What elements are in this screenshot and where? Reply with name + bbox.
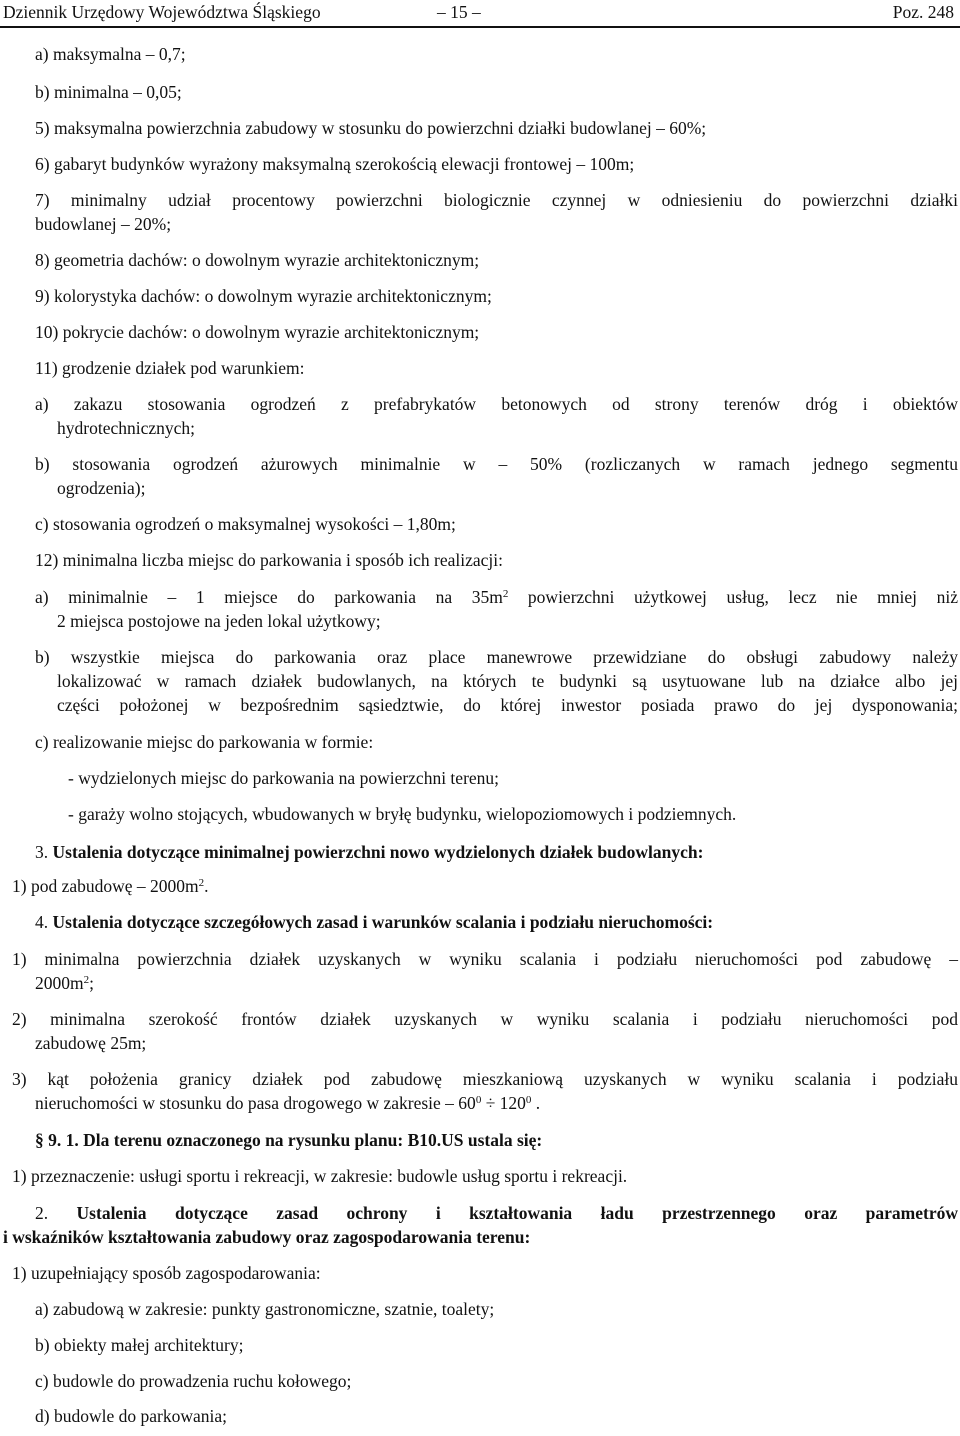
section-number: 2.: [35, 1203, 77, 1223]
text-line: [35, 1333, 243, 1357]
text-line: [35, 320, 479, 344]
section-heading: Ustalenia dotyczące minimalnej powierzchni nowo wydzielonych działek budowlanych:: [52, 842, 704, 862]
text-line: [35, 80, 182, 104]
text-line: [35, 152, 634, 176]
text-line: [35, 1369, 351, 1393]
line-text: - garaży wolno stojących, wbudowanych w bryłę budynku, wielopoziomowych i podziemnych.: [68, 804, 737, 824]
superscript: 2: [83, 973, 90, 986]
text-line: [35, 645, 958, 669]
line-text: nieruchomości w stosunku do pasa drogowego w zakresie – 60: [35, 1093, 476, 1113]
line-text: 1) uzupełniający sposób zagospodarowania:: [12, 1263, 321, 1283]
superscript: 2: [502, 587, 509, 600]
text-line: [35, 548, 503, 572]
text-line: [35, 248, 479, 272]
text-line: [35, 356, 305, 380]
text-line: [35, 452, 958, 476]
line-text: 1) pod zabudowę – 2000m: [12, 876, 199, 896]
text-line: [35, 284, 492, 308]
line-text: c) realizowanie miejsc do parkowania w formie:: [35, 732, 374, 752]
text-line: [35, 1128, 542, 1152]
page-number: – 15 –: [437, 2, 481, 22]
line-text: 3) kąt położenia granicy działek pod zabudowę mieszkaniową uzyskanych w wyniku scalania i podziału: [12, 1069, 958, 1089]
line-text: 5) maksymalna powierzchnia zabudowy w stosunku do powierzchni działki budowlanej – 60%;: [35, 118, 707, 138]
superscript: 0: [475, 1093, 482, 1106]
section-number: 4.: [35, 912, 53, 932]
line-text: b) stosowania ogrodzeń ażurowych minimalnie w – 50% (rozliczanych w ramach jednego segmentu: [35, 454, 958, 474]
line-text: części położonej w bezpośrednim sąsiedztwie, do której inwestor posiada prawo do jej dysponowania;: [57, 695, 958, 715]
line-text: 2) minimalna szerokość frontów działek uzyskanych w wyniku scalania i podziału nieruchomości pod: [12, 1009, 958, 1029]
text-line: [35, 910, 713, 934]
text-line: [35, 42, 186, 66]
text-line: [35, 188, 958, 212]
line-text: budowlanej – 20%;: [35, 214, 172, 234]
text-line: [12, 1164, 627, 1188]
line-text: 11) grodzenie działek pod warunkiem:: [35, 358, 305, 378]
line-text: ogrodzenia);: [57, 478, 146, 498]
text-line: [35, 1201, 958, 1225]
line-text: b) wszystkie miejsca do parkowania oraz place manewrowe przewidziane do obsługi zabudowy należy: [35, 647, 958, 667]
text-line: [12, 1067, 958, 1091]
line-text: hydrotechnicznych;: [57, 418, 196, 438]
text-line: [35, 840, 703, 864]
line-text: 12) minimalna liczba miejsc do parkowania i sposób ich realizacji:: [35, 550, 503, 570]
line-text: 1) przeznaczenie: usługi sportu i rekreacji, w zakresie: budowle usług sportu i rekreacji.: [12, 1166, 628, 1186]
line-text: 10) pokrycie dachów: o dowolnym wyrazie architektonicznym;: [35, 322, 480, 342]
text-line: [35, 1091, 540, 1115]
text-line: [35, 1031, 146, 1055]
line-text: ÷ 120: [481, 1093, 526, 1113]
line-text: a) maksymalna – 0,7;: [35, 44, 186, 64]
text-line: [57, 609, 381, 633]
position-number: Poz. 248: [892, 2, 954, 22]
text-line: [12, 947, 958, 971]
line-text: 9) kolorystyka dachów: o dowolnym wyrazie architektonicznym;: [35, 286, 492, 306]
line-text: 8) geometria dachów: o dowolnym wyrazie architektonicznym;: [35, 250, 480, 270]
section-number: 3.: [35, 842, 53, 862]
journal-title: Dziennik Urzędowy Województwa Śląskiego: [3, 2, 321, 22]
section-heading: i wskaźników kształtowania zabudowy oraz zagospodarowania terenu:: [3, 1227, 531, 1247]
line-text: .: [531, 1093, 541, 1113]
line-text: zabudowę 25m;: [35, 1033, 147, 1053]
line-text: b) minimalna – 0,05;: [35, 82, 182, 102]
line-text: 7) minimalny udział procentowy powierzchni biologicznie czynnej w odniesieniu do powierzchni działki: [35, 190, 958, 210]
line-text: ;: [89, 973, 94, 993]
line-text: lokalizować w ramach działek budowlanych, na których te budynki są usytuowane lub na działce albo jej: [57, 671, 958, 691]
superscript: 0: [525, 1093, 532, 1106]
text-line: [35, 512, 456, 536]
text-line: [68, 802, 736, 826]
line-text: a) zabudową w zakresie: punkty gastronomiczne, szatnie, toalety;: [35, 1299, 495, 1319]
line-text: 6) gabaryt budynków wyrażony maksymalną szerokością elewacji frontowej – 100m;: [35, 154, 635, 174]
section-heading: Ustalenia dotyczące szczegółowych zasad i warunków scalania i podziału nieruchomości:: [52, 912, 714, 932]
line-text: b) obiekty małej architektury;: [35, 1335, 244, 1355]
section-heading: Ustalenia dotyczące zasad ochrony i kształtowania ładu przestrzennego oraz parametrów: [76, 1203, 958, 1223]
text-line: [57, 693, 958, 717]
section-heading: § 9. 1. Dla terenu oznaczonego na rysunku planu: B10.US ustala się:: [35, 1130, 543, 1150]
line-text: 1) minimalna powierzchnia działek uzyskanych w wyniku scalania i podziału nieruchomości pod zabudowę –: [12, 949, 958, 969]
text-line: [12, 874, 209, 898]
line-text: d) budowle do parkowania;: [35, 1406, 227, 1426]
line-text: a) minimalnie – 1 miejsce do parkowania na 35m: [35, 587, 503, 607]
text-line: [35, 1404, 227, 1428]
line-text: .: [204, 876, 209, 896]
text-line: [35, 392, 958, 416]
text-line: [35, 212, 171, 236]
line-text: - wydzielonych miejsc do parkowania na powierzchni terenu;: [68, 768, 500, 788]
text-line: [12, 1261, 321, 1285]
line-text: c) budowle do prowadzenia ruchu kołowego;: [35, 1371, 352, 1391]
text-line: [35, 971, 94, 995]
text-line: [35, 585, 958, 609]
text-line: [3, 1225, 530, 1249]
line-text: a) zakazu stosowania ogrodzeń z prefabrykatów betonowych od strony terenów dróg i obiektów: [35, 394, 958, 414]
superscript: 2: [198, 876, 205, 889]
text-line: [35, 730, 373, 754]
text-line: [68, 766, 499, 790]
header-rule: [0, 26, 960, 28]
text-line: [35, 116, 706, 140]
line-text: c) stosowania ogrodzeń o maksymalnej wysokości – 1,80m;: [35, 514, 456, 534]
text-line: [35, 1297, 494, 1321]
text-line: [57, 669, 958, 693]
text-line: [12, 1007, 958, 1031]
text-line: [57, 476, 145, 500]
page-header: [0, 0, 960, 28]
line-text: 2000m: [35, 973, 84, 993]
line-text: 2 miejsca postojowe na jeden lokal użytkowy;: [57, 611, 381, 631]
text-line: [57, 416, 195, 440]
line-text: powierzchni użytkowej usług, lecz nie mniej niż: [508, 587, 958, 607]
